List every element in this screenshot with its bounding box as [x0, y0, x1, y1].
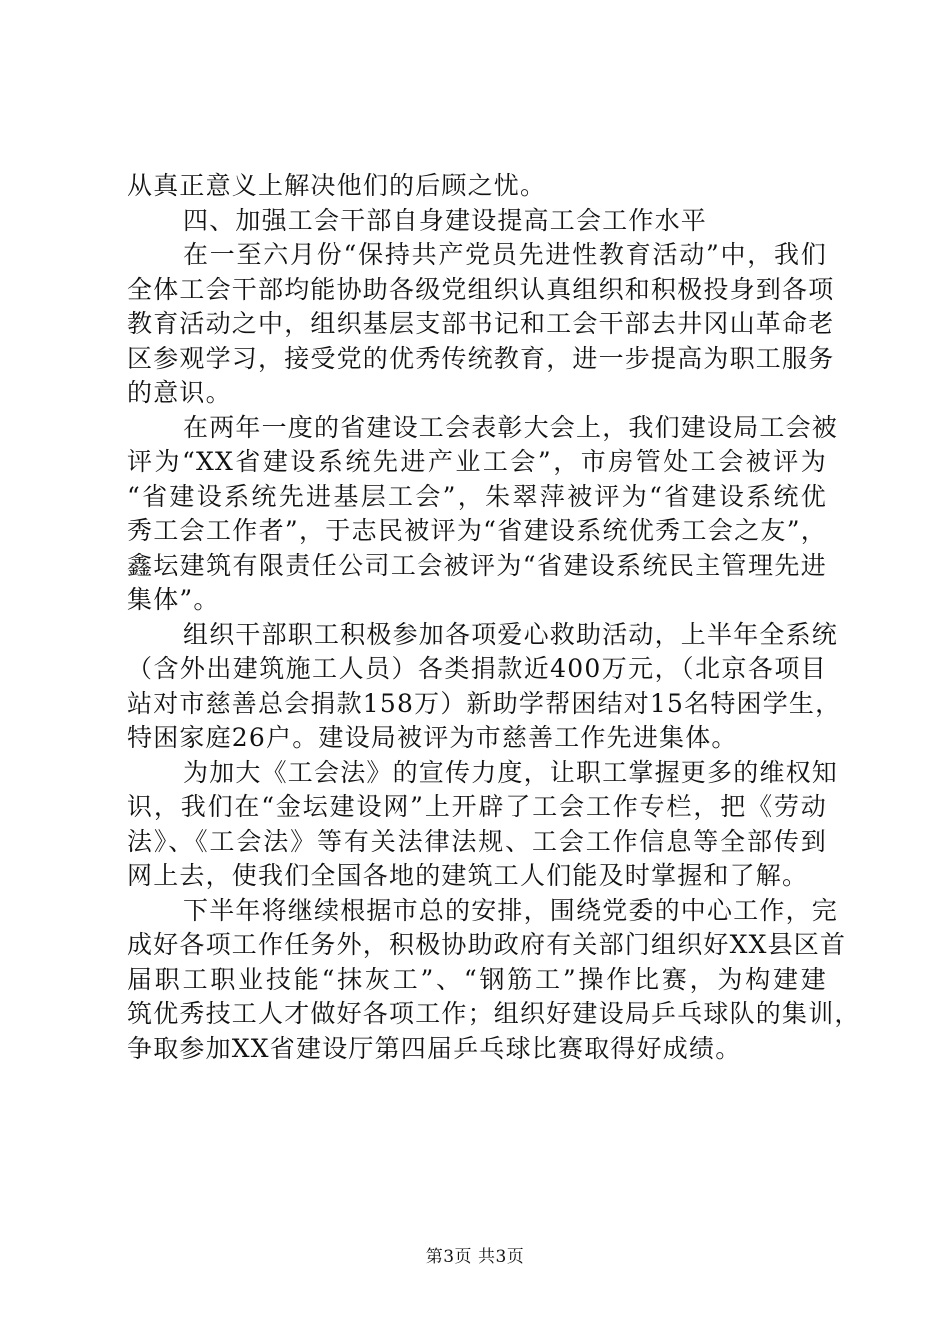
text-line: 届职工职业技能“抹灰工”、“钢筋工”操作比赛，为构建建	[127, 964, 827, 994]
text-line: 区参观学习，接受党的优秀传统教育，进一步提高为职工服务	[127, 343, 835, 373]
text-line: 评为“XX省建设系统先进产业工会”，市房管处工会被评为	[127, 447, 827, 476]
text-line: 法》、《工会法》等有关法律法规、工会工作信息等全部传到	[127, 826, 827, 856]
text-line: 集体”。	[127, 585, 220, 614]
text-line: 在一至六月份“保持共产党员先进性教育活动”中，我们	[183, 240, 827, 269]
text-line: 教育活动之中，组织基层支部书记和工会干部去井冈山革命老	[127, 309, 835, 338]
text-line: 在两年一度的省建设工会表彰大会上，我们建设局工会被	[183, 412, 839, 442]
text-line: 争取参加XX省建设厅第四届乒乓球比赛取得好成绩。	[127, 1033, 742, 1063]
text-line: 筑优秀技工人才做好各项工作；组织好建设局乒乓球队的集训，	[127, 999, 861, 1028]
text-line: 特困家庭26户。建设局被评为市慈善工作先进集体。	[127, 723, 738, 752]
text-line: 组织干部职工积极参加各项爱心救助活动，上半年全系统	[183, 619, 839, 649]
text-line: 站对市慈善总会捐款158万）新助学帮困结对15名特困学生，	[127, 688, 842, 718]
document-body	[127, 169, 861, 1066]
text-line: 的意识。	[127, 378, 232, 407]
text-line: 识，我们在“金坛建设网”上开辟了工会工作专栏，把《劳动	[127, 792, 827, 821]
text-line: 成好各项工作任务外，积极协助政府有关部门组织好XX县区首	[127, 930, 847, 959]
text-line: 鑫坛建筑有限责任公司工会被评为“省建设系统民主管理先进	[127, 550, 827, 580]
page-number-footer: 第3页 共3页	[425, 1247, 525, 1267]
text-line: 下半年将继续根据市总的安排，围绕党委的中心工作，完	[183, 895, 839, 925]
text-line: 从真正意义上解决他们的后顾之忧。	[127, 171, 547, 200]
text-line: 网上去，使我们全国各地的建筑工人们能及时掌握和了解。	[127, 861, 809, 890]
text-line: 秀工会工作者”，于志民被评为“省建设系统优秀工会之友”，	[127, 516, 827, 545]
text-line: 全体工会干部均能协助各级党组织认真组织和积极投身到各项	[127, 274, 835, 304]
text-line: 为加大《工会法》的宣传力度，让职工掌握更多的维权知	[183, 757, 839, 787]
section-heading: 四、加强工会干部自身建设提高工会工作水平	[183, 205, 708, 235]
text-line: （含外出建筑施工人员）各类捐款近400万元，（北京各项目	[127, 654, 827, 683]
text-line: “省建设系统先进基层工会”，朱翠萍被评为“省建设系统优	[127, 481, 827, 511]
